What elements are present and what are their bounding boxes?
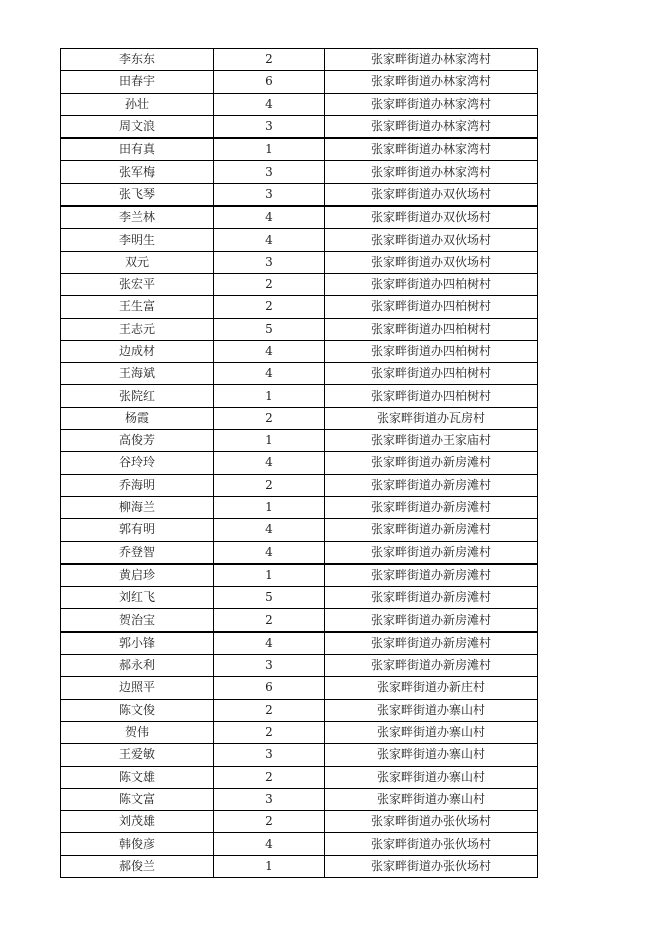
village-cell: 张家畔街道办双伙场村 [325,206,538,229]
name-cell: 陈文富 [61,788,214,810]
village-cell: 张家畔街道办新房滩村 [325,496,538,518]
name-cell: 张飞琴 [61,183,214,206]
name-cell: 张院红 [61,385,214,407]
name-cell: 刘红飞 [61,587,214,609]
name-cell: 边成材 [61,340,214,362]
village-cell: 张家畔街道办新房滩村 [325,564,538,587]
table-row [61,833,538,855]
table-row [61,744,538,766]
count-cell: 4 [214,206,325,229]
table-row [61,407,538,429]
name-cell: 田有真 [61,138,214,161]
count-cell: 4 [214,519,325,541]
village-cell: 张家畔街道办四柏树村 [325,363,538,385]
household-table [60,48,538,878]
count-cell: 4 [214,363,325,385]
village-cell: 张家畔街道办四柏树村 [325,385,538,407]
village-cell: 张家畔街道办双伙场村 [325,183,538,206]
count-cell: 1 [214,855,325,877]
village-cell: 张家畔街道办四柏树村 [325,340,538,362]
count-cell: 2 [214,49,325,71]
name-cell: 王爱敏 [61,744,214,766]
village-cell: 张家畔街道办寨山村 [325,699,538,721]
name-cell: 田春宇 [61,71,214,93]
name-cell: 郝永利 [61,655,214,677]
table-row [61,766,538,788]
table-row [61,721,538,743]
table-row [61,318,538,340]
count-cell: 4 [214,632,325,655]
village-cell: 张家畔街道办寨山村 [325,766,538,788]
name-cell: 张军梅 [61,161,214,183]
name-cell: 边照平 [61,677,214,699]
count-cell: 1 [214,564,325,587]
name-cell: 韩俊彦 [61,833,214,855]
village-cell: 张家畔街道办双伙场村 [325,229,538,251]
table-row [61,93,538,115]
table-row [61,564,538,587]
village-cell: 张家畔街道办张伙场村 [325,833,538,855]
village-cell: 张家畔街道办新房滩村 [325,541,538,564]
village-cell: 张家畔街道办林家湾村 [325,161,538,183]
name-cell: 乔海明 [61,474,214,496]
name-cell: 高俊芳 [61,430,214,452]
table-row [61,452,538,474]
village-cell: 张家畔街道办新庄村 [325,677,538,699]
count-cell: 3 [214,251,325,273]
count-cell: 4 [214,340,325,362]
table-row [61,655,538,677]
table-row [61,251,538,273]
count-cell: 1 [214,138,325,161]
table-row [61,811,538,833]
table-row [61,71,538,93]
village-cell: 张家畔街道办四柏树村 [325,318,538,340]
name-cell: 双元 [61,251,214,273]
table-row [61,115,538,138]
table-row [61,385,538,407]
village-cell: 张家畔街道办林家湾村 [325,71,538,93]
village-cell: 张家畔街道办双伙场村 [325,251,538,273]
table-row [61,273,538,295]
name-cell: 王志元 [61,318,214,340]
name-cell: 贺治宝 [61,609,214,632]
village-cell: 张家畔街道办林家湾村 [325,115,538,138]
village-cell: 张家畔街道办四柏树村 [325,273,538,295]
name-cell: 张宏平 [61,273,214,295]
table-row [61,474,538,496]
village-cell: 张家畔街道办林家湾村 [325,49,538,71]
count-cell: 4 [214,833,325,855]
name-cell: 陈文俊 [61,699,214,721]
name-cell: 黄启珍 [61,564,214,587]
village-cell: 张家畔街道办林家湾村 [325,93,538,115]
count-cell: 2 [214,407,325,429]
count-cell: 1 [214,385,325,407]
table-row [61,855,538,877]
name-cell: 郭小锋 [61,632,214,655]
count-cell: 4 [214,229,325,251]
count-cell: 1 [214,496,325,518]
count-cell: 4 [214,452,325,474]
table-row [61,587,538,609]
table-row [61,541,538,564]
name-cell: 孙壮 [61,93,214,115]
table-row [61,296,538,318]
count-cell: 5 [214,587,325,609]
count-cell: 2 [214,296,325,318]
table-row [61,49,538,71]
count-cell: 2 [214,766,325,788]
count-cell: 3 [214,744,325,766]
table-row [61,632,538,655]
count-cell: 4 [214,93,325,115]
table-row [61,363,538,385]
table-row [61,161,538,183]
table-row [61,519,538,541]
village-cell: 张家畔街道办寨山村 [325,744,538,766]
name-cell: 刘茂雄 [61,811,214,833]
village-cell: 张家畔街道办新房滩村 [325,452,538,474]
count-cell: 2 [214,811,325,833]
table-row [61,699,538,721]
name-cell: 周文浪 [61,115,214,138]
count-cell: 6 [214,71,325,93]
name-cell: 谷玲玲 [61,452,214,474]
count-cell: 3 [214,788,325,810]
count-cell: 3 [214,183,325,206]
village-cell: 张家畔街道办新房滩村 [325,632,538,655]
count-cell: 3 [214,161,325,183]
name-cell: 贺伟 [61,721,214,743]
count-cell: 5 [214,318,325,340]
village-cell: 张家畔街道办新房滩村 [325,474,538,496]
table-row [61,609,538,632]
count-cell: 6 [214,677,325,699]
village-cell: 张家畔街道办新房滩村 [325,655,538,677]
name-cell: 王生富 [61,296,214,318]
count-cell: 2 [214,699,325,721]
count-cell: 3 [214,655,325,677]
name-cell: 李兰林 [61,206,214,229]
table-row [61,183,538,206]
count-cell: 2 [214,273,325,295]
name-cell: 乔登智 [61,541,214,564]
name-cell: 李东东 [61,49,214,71]
name-cell: 李明生 [61,229,214,251]
name-cell: 郝俊兰 [61,855,214,877]
table-row [61,788,538,810]
village-cell: 张家畔街道办林家湾村 [325,138,538,161]
table-row [61,677,538,699]
name-cell: 郭有明 [61,519,214,541]
name-cell: 王海斌 [61,363,214,385]
village-cell: 张家畔街道办新房滩村 [325,587,538,609]
table-row [61,496,538,518]
village-cell: 张家畔街道办张伙场村 [325,811,538,833]
count-cell: 4 [214,541,325,564]
table-row [61,229,538,251]
count-cell: 2 [214,609,325,632]
table-body [61,49,538,878]
village-cell: 张家畔街道办瓦房村 [325,407,538,429]
name-cell: 柳海兰 [61,496,214,518]
village-cell: 张家畔街道办四柏树村 [325,296,538,318]
table-row [61,206,538,229]
name-cell: 杨霞 [61,407,214,429]
table-row [61,430,538,452]
village-cell: 张家畔街道办新房滩村 [325,609,538,632]
count-cell: 1 [214,430,325,452]
name-cell: 陈文雄 [61,766,214,788]
village-cell: 张家畔街道办寨山村 [325,721,538,743]
village-cell: 张家畔街道办寨山村 [325,788,538,810]
count-cell: 2 [214,474,325,496]
table-row [61,138,538,161]
count-cell: 2 [214,721,325,743]
village-cell: 张家畔街道办王家庙村 [325,430,538,452]
village-cell: 张家畔街道办张伙场村 [325,855,538,877]
table-row [61,340,538,362]
village-cell: 张家畔街道办新房滩村 [325,519,538,541]
count-cell: 3 [214,115,325,138]
